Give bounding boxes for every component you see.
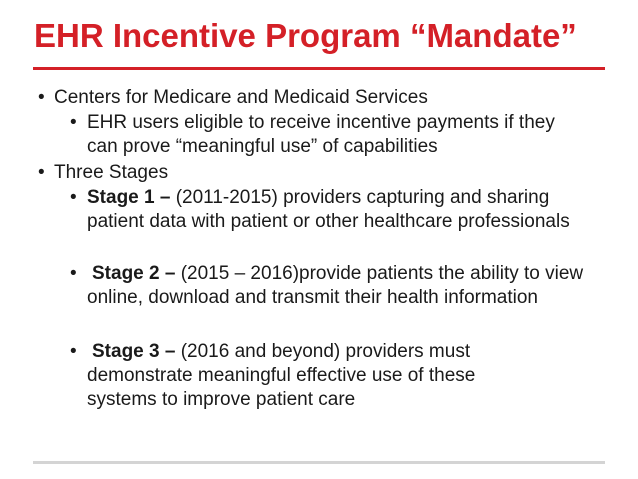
slide-title: EHR Incentive Program “Mandate” — [34, 17, 577, 54]
stage-2-item — [87, 262, 622, 310]
stage-3-item — [87, 340, 547, 412]
stage-1-text: (2011-2015) providers capturing and sharing patient data with patient or other healthcare professionals — [87, 187, 570, 232]
bullet-icon: • — [70, 341, 77, 362]
footer-divider — [33, 461, 605, 464]
bullet-icon: • — [38, 87, 45, 108]
bullet-icon: • — [38, 162, 45, 183]
bullet-text-three-stages: Three Stages — [54, 162, 169, 183]
stage-2-text: (2015 – 2016)provide patients the ability to view online, download and transmit their health information — [87, 263, 584, 308]
bullet-text-ehr-users: EHR users eligible to receive incentive payments if they can prove “meaningful use” of capabilities — [87, 112, 555, 157]
bullet-text-cms: Centers for Medicare and Medicaid Services — [54, 87, 428, 108]
bullet-icon: • — [70, 187, 77, 208]
stage-3-label: Stage 3 – — [92, 341, 176, 362]
bullet-icon: • — [70, 263, 77, 284]
stage-3-text: (2016 and beyond) providers must demonstrate meaningful effective use of these systems to improve patient care — [87, 341, 476, 410]
stage-2-label: Stage 2 – — [92, 263, 176, 284]
stage-1-label: Stage 1 – — [87, 187, 171, 208]
bullet-icon: • — [70, 112, 77, 133]
stage-1-item — [87, 186, 592, 234]
